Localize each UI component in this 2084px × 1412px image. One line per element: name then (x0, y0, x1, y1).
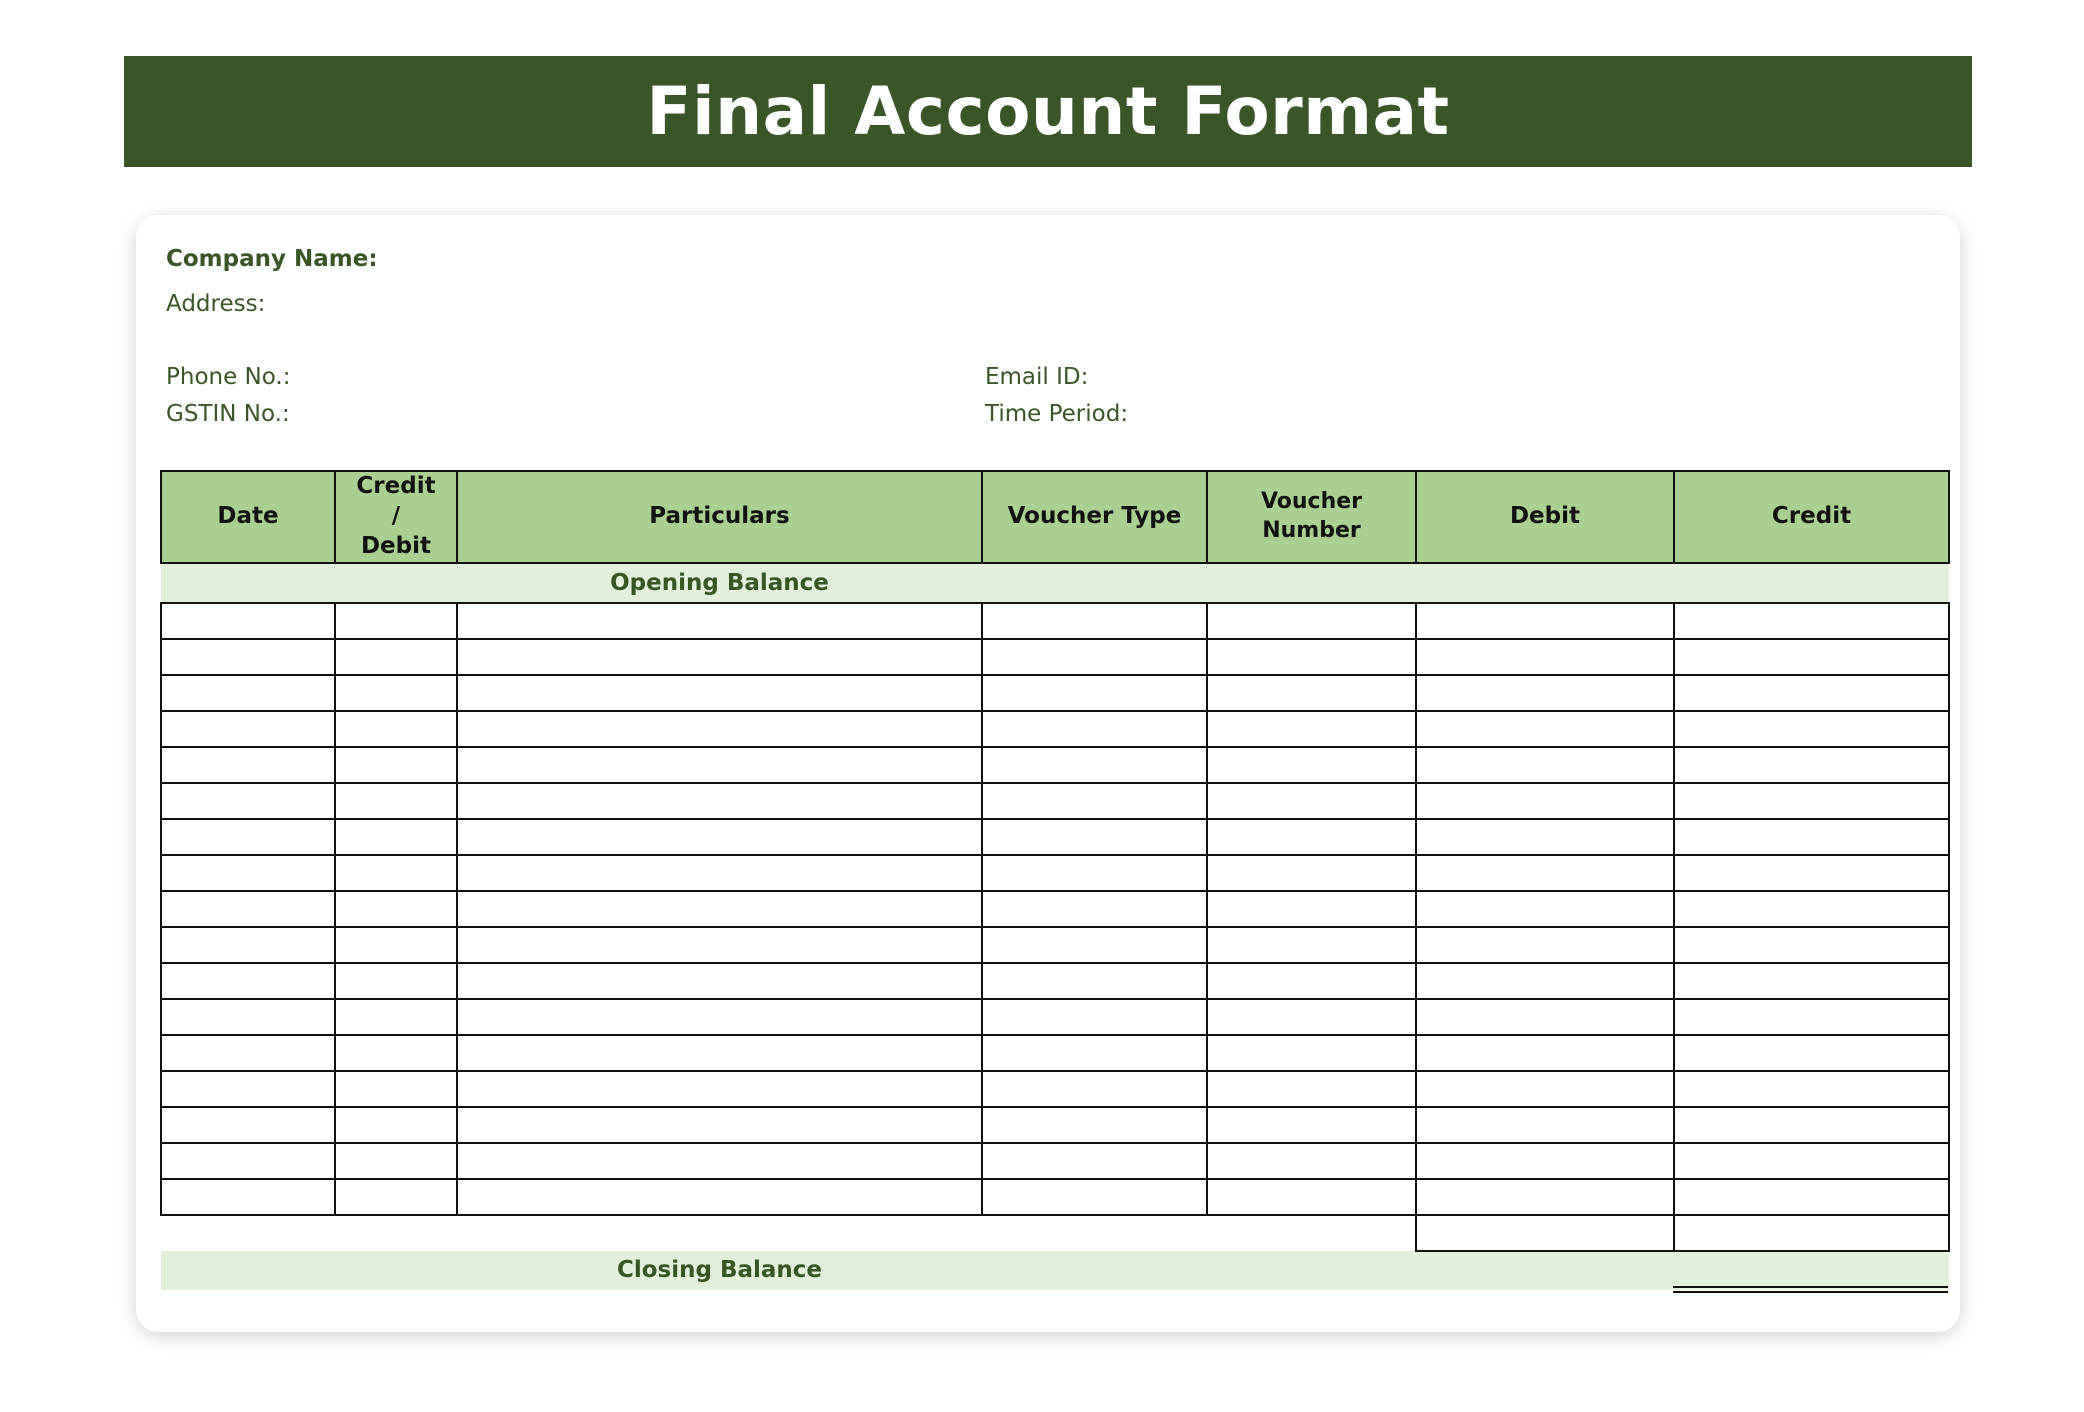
cell-voucher-number[interactable] (1207, 891, 1416, 927)
cell-voucher-type[interactable] (982, 1035, 1207, 1071)
cell-voucher-type[interactable] (982, 999, 1207, 1035)
cell-credit-debit[interactable] (335, 639, 457, 675)
cell-voucher-number[interactable] (1207, 855, 1416, 891)
cell-credit-debit[interactable] (335, 819, 457, 855)
cell-voucher-type[interactable] (982, 963, 1207, 999)
header-voucher-number: Voucher Number (1207, 471, 1416, 563)
closing-balance-label: Closing Balance (457, 1251, 982, 1290)
cell-credit-debit[interactable] (335, 1035, 457, 1071)
cell-date[interactable] (161, 1179, 335, 1215)
cell-date[interactable] (161, 1107, 335, 1143)
cell-debit[interactable] (1416, 855, 1674, 891)
cell-credit-debit[interactable] (335, 999, 457, 1035)
page-title: Final Account Format (646, 73, 1450, 150)
cell-date[interactable] (161, 639, 335, 675)
cell-particulars[interactable] (457, 1143, 982, 1179)
table-row (161, 711, 1949, 747)
cell-particulars[interactable] (457, 1107, 982, 1143)
cell-voucher-number[interactable] (1207, 711, 1416, 747)
cell-particulars[interactable] (457, 855, 982, 891)
table-row (161, 675, 1949, 711)
cell-particulars[interactable] (457, 891, 982, 927)
cell-credit[interactable] (1674, 1107, 1949, 1143)
cell-debit[interactable] (1416, 639, 1674, 675)
cell-date[interactable] (161, 1071, 335, 1107)
header-date: Date (161, 471, 335, 563)
cell-credit[interactable] (1674, 1071, 1949, 1107)
cell-voucher-type[interactable] (982, 927, 1207, 963)
opening-balance-label: Opening Balance (457, 563, 982, 603)
cell-voucher-type[interactable] (982, 1071, 1207, 1107)
cell-debit[interactable] (1416, 747, 1674, 783)
cell-voucher-type[interactable] (982, 639, 1207, 675)
cell-voucher-number[interactable] (1207, 783, 1416, 819)
table-row (161, 1179, 1949, 1215)
cell-voucher-number[interactable] (1207, 963, 1416, 999)
cell-voucher-type[interactable] (982, 855, 1207, 891)
cell-credit-debit[interactable] (335, 963, 457, 999)
cell-date[interactable] (161, 747, 335, 783)
cell-debit[interactable] (1416, 603, 1674, 639)
cell-particulars[interactable] (457, 927, 982, 963)
cell-date[interactable] (161, 675, 335, 711)
cell-voucher-type[interactable] (982, 675, 1207, 711)
cell-voucher-type[interactable] (982, 819, 1207, 855)
cell-credit-debit[interactable] (335, 675, 457, 711)
cell-date[interactable] (161, 603, 335, 639)
cell-date[interactable] (161, 1143, 335, 1179)
cell-debit[interactable] (1416, 711, 1674, 747)
header-row (161, 471, 1949, 563)
cell-credit[interactable] (1674, 963, 1949, 999)
cell-particulars[interactable] (457, 1071, 982, 1107)
cell-credit[interactable] (1674, 711, 1949, 747)
cell-voucher-number[interactable] (1207, 999, 1416, 1035)
cell-particulars[interactable] (457, 639, 982, 675)
cell-particulars[interactable] (457, 711, 982, 747)
header-voucher-type: Voucher Type (982, 471, 1207, 563)
table-row (161, 927, 1949, 963)
table-row (161, 999, 1949, 1035)
cell-credit[interactable] (1674, 1143, 1949, 1179)
cell-credit-debit[interactable] (335, 1071, 457, 1107)
total-debit-cell[interactable] (1416, 1215, 1674, 1251)
cell-date[interactable] (161, 927, 335, 963)
cell-particulars[interactable] (457, 747, 982, 783)
cell-voucher-number[interactable] (1207, 819, 1416, 855)
cell-debit[interactable] (1416, 675, 1674, 711)
cell-particulars[interactable] (457, 675, 982, 711)
cell-voucher-type[interactable] (982, 747, 1207, 783)
cell-particulars[interactable] (457, 819, 982, 855)
cell-particulars[interactable] (457, 999, 982, 1035)
cell-date[interactable] (161, 999, 335, 1035)
table-row (161, 747, 1949, 783)
cell-voucher-type[interactable] (982, 783, 1207, 819)
cell-particulars[interactable] (457, 1179, 982, 1215)
closing-credit-double-underline (1673, 1286, 1948, 1293)
cell-debit[interactable] (1416, 1071, 1674, 1107)
table-row (161, 963, 1949, 999)
email-label: Email ID: (985, 364, 1089, 390)
cell-particulars[interactable] (457, 603, 982, 639)
address-label: Address: (166, 291, 266, 317)
cell-debit[interactable] (1416, 927, 1674, 963)
cell-voucher-type[interactable] (982, 1143, 1207, 1179)
account-table (160, 470, 1950, 1290)
cell-credit[interactable] (1674, 639, 1949, 675)
cell-credit-debit[interactable] (335, 747, 457, 783)
table-row (161, 891, 1949, 927)
cell-particulars[interactable] (457, 1035, 982, 1071)
cell-credit[interactable] (1674, 999, 1949, 1035)
cell-voucher-type[interactable] (982, 711, 1207, 747)
cell-credit[interactable] (1674, 1035, 1949, 1071)
cell-credit-debit[interactable] (335, 711, 457, 747)
cell-voucher-number[interactable] (1207, 747, 1416, 783)
cell-date[interactable] (161, 963, 335, 999)
phone-label: Phone No.: (166, 364, 291, 390)
time-period-label: Time Period: (985, 401, 1129, 427)
cell-debit[interactable] (1416, 999, 1674, 1035)
cell-debit[interactable] (1416, 891, 1674, 927)
cell-date[interactable] (161, 1035, 335, 1071)
cell-voucher-number[interactable] (1207, 1179, 1416, 1215)
gstin-label: GSTIN No.: (166, 401, 290, 427)
cell-voucher-number[interactable] (1207, 639, 1416, 675)
cell-credit[interactable] (1674, 891, 1949, 927)
header-credit-debit: Credit / Debit (335, 471, 457, 563)
cell-debit[interactable] (1416, 1035, 1674, 1071)
cell-date[interactable] (161, 855, 335, 891)
cell-credit[interactable] (1674, 855, 1949, 891)
cell-particulars[interactable] (457, 783, 982, 819)
header-debit: Debit (1416, 471, 1674, 563)
cell-debit[interactable] (1416, 783, 1674, 819)
cell-credit-debit[interactable] (335, 1107, 457, 1143)
cell-credit-debit[interactable] (335, 783, 457, 819)
cell-credit[interactable] (1674, 747, 1949, 783)
table-row (161, 1107, 1949, 1143)
cell-voucher-type[interactable] (982, 603, 1207, 639)
table-row (161, 783, 1949, 819)
cell-voucher-number[interactable] (1207, 603, 1416, 639)
title-banner (124, 56, 1972, 167)
table-row (161, 819, 1949, 855)
table-row (161, 1143, 1949, 1179)
cell-voucher-number[interactable] (1207, 675, 1416, 711)
cell-credit-debit[interactable] (335, 891, 457, 927)
table-row (161, 855, 1949, 891)
cell-voucher-number[interactable] (1207, 1143, 1416, 1179)
cell-date[interactable] (161, 711, 335, 747)
cell-particulars[interactable] (457, 963, 982, 999)
company-name-label: Company Name: (166, 246, 378, 272)
cell-debit[interactable] (1416, 819, 1674, 855)
cell-voucher-number[interactable] (1207, 1107, 1416, 1143)
table-row (161, 639, 1949, 675)
cell-credit-debit[interactable] (335, 1143, 457, 1179)
total-credit-cell[interactable] (1674, 1215, 1949, 1251)
cell-credit[interactable] (1674, 1179, 1949, 1215)
cell-voucher-type[interactable] (982, 891, 1207, 927)
cell-credit-debit[interactable] (335, 927, 457, 963)
cell-credit-debit[interactable] (335, 603, 457, 639)
cell-date[interactable] (161, 819, 335, 855)
cell-voucher-type[interactable] (982, 1107, 1207, 1143)
table-row (161, 603, 1949, 639)
cell-debit[interactable] (1416, 963, 1674, 999)
cell-credit[interactable] (1674, 819, 1949, 855)
cell-credit[interactable] (1674, 675, 1949, 711)
closing-balance-row (161, 1251, 1949, 1290)
cell-debit[interactable] (1416, 1143, 1674, 1179)
header-credit: Credit (1674, 471, 1949, 563)
cell-credit-debit[interactable] (335, 855, 457, 891)
totals-spacer (161, 1215, 1416, 1251)
cell-debit[interactable] (1416, 1179, 1674, 1215)
cell-credit-debit[interactable] (335, 1179, 457, 1215)
cell-voucher-number[interactable] (1207, 927, 1416, 963)
table-row (161, 1035, 1949, 1071)
totals-row (161, 1215, 1949, 1251)
cell-voucher-number[interactable] (1207, 1071, 1416, 1107)
cell-credit[interactable] (1674, 783, 1949, 819)
cell-debit[interactable] (1416, 1107, 1674, 1143)
opening-balance-row (161, 563, 1949, 603)
table-row (161, 1071, 1949, 1107)
header-particulars: Particulars (457, 471, 982, 563)
cell-date[interactable] (161, 891, 335, 927)
cell-voucher-type[interactable] (982, 1179, 1207, 1215)
cell-credit[interactable] (1674, 603, 1949, 639)
cell-credit[interactable] (1674, 927, 1949, 963)
cell-voucher-number[interactable] (1207, 1035, 1416, 1071)
cell-date[interactable] (161, 783, 335, 819)
